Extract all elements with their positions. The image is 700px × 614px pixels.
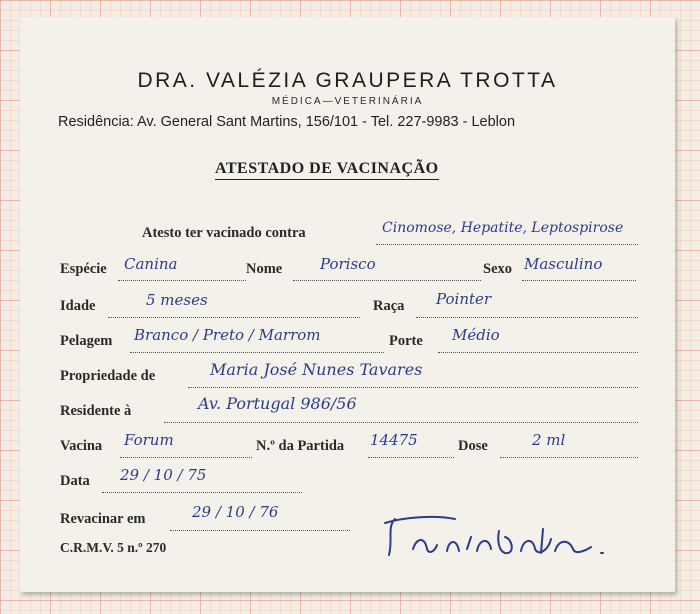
label-pelagem: Pelagem [60, 333, 113, 349]
label-atesto: Atesto ter vacinado contra [142, 225, 306, 241]
label-porte: Porte [389, 333, 423, 349]
label-raca: Raça [373, 298, 405, 314]
address-line: Residência: Av. General Sant Martins, 156/101 - Tel. 227-9983 - Leblon [58, 114, 516, 130]
value-raca: Pointer [436, 290, 492, 308]
vet-name-heading: DRA. VALÉZIA GRAUPERA TROTTA [137, 69, 558, 92]
label-revacinar: Revacinar em [60, 511, 146, 527]
value-residente: Av. Portugal 986/56 [198, 394, 357, 413]
profession-subtitle: MÉDICA—VETERINÁRIA [271, 96, 424, 107]
value-atesto: Cinomose, Hepatite, Leptospirose [382, 220, 624, 236]
value-vacina: Forum [124, 431, 174, 449]
value-nome: Porisco [320, 255, 376, 273]
dotted-line [164, 421, 638, 423]
dotted-line [130, 351, 384, 353]
dotted-line [188, 386, 638, 388]
label-residente: Residente à [60, 403, 132, 419]
dotted-line [500, 456, 638, 458]
label-vacina: Vacina [60, 438, 103, 454]
vaccination-certificate-card [20, 17, 675, 592]
label-partida: N.º da Partida [256, 438, 345, 454]
label-data: Data [60, 473, 90, 489]
dotted-line [368, 456, 454, 458]
value-data: 29 / 10 / 75 [120, 466, 207, 484]
value-sexo: Masculino [524, 255, 603, 273]
dotted-line [293, 279, 481, 281]
value-idade: 5 meses [146, 291, 208, 309]
dotted-line [102, 491, 302, 493]
dotted-line [118, 279, 246, 281]
label-propriedade: Propriedade de [60, 368, 156, 384]
dotted-line [416, 316, 638, 318]
signature-icon [365, 509, 625, 569]
crmv-registration: C.R.M.V. 5 n.º 270 [60, 540, 167, 555]
value-revacinar: 29 / 10 / 76 [192, 503, 279, 521]
value-pelagem: Branco / Preto / Marrom [134, 326, 321, 344]
value-porte: Médio [452, 326, 500, 344]
dotted-line [108, 316, 360, 318]
label-especie: Espécie [60, 261, 107, 277]
value-especie: Canina [124, 255, 178, 273]
dotted-line [120, 456, 252, 458]
label-idade: Idade [60, 298, 96, 314]
label-nome: Nome [246, 261, 283, 277]
dotted-line [522, 279, 636, 281]
label-sexo: Sexo [483, 261, 512, 277]
label-dose: Dose [458, 438, 488, 454]
dotted-line [170, 529, 350, 531]
value-propriedade: Maria José Nunes Tavares [210, 360, 423, 379]
value-partida: 14475 [370, 431, 418, 449]
document-title: ATESTADO DE VACINAÇÃO [215, 160, 439, 180]
value-dose: 2 ml [532, 431, 566, 449]
dotted-line [438, 351, 638, 353]
dotted-line [376, 243, 638, 245]
